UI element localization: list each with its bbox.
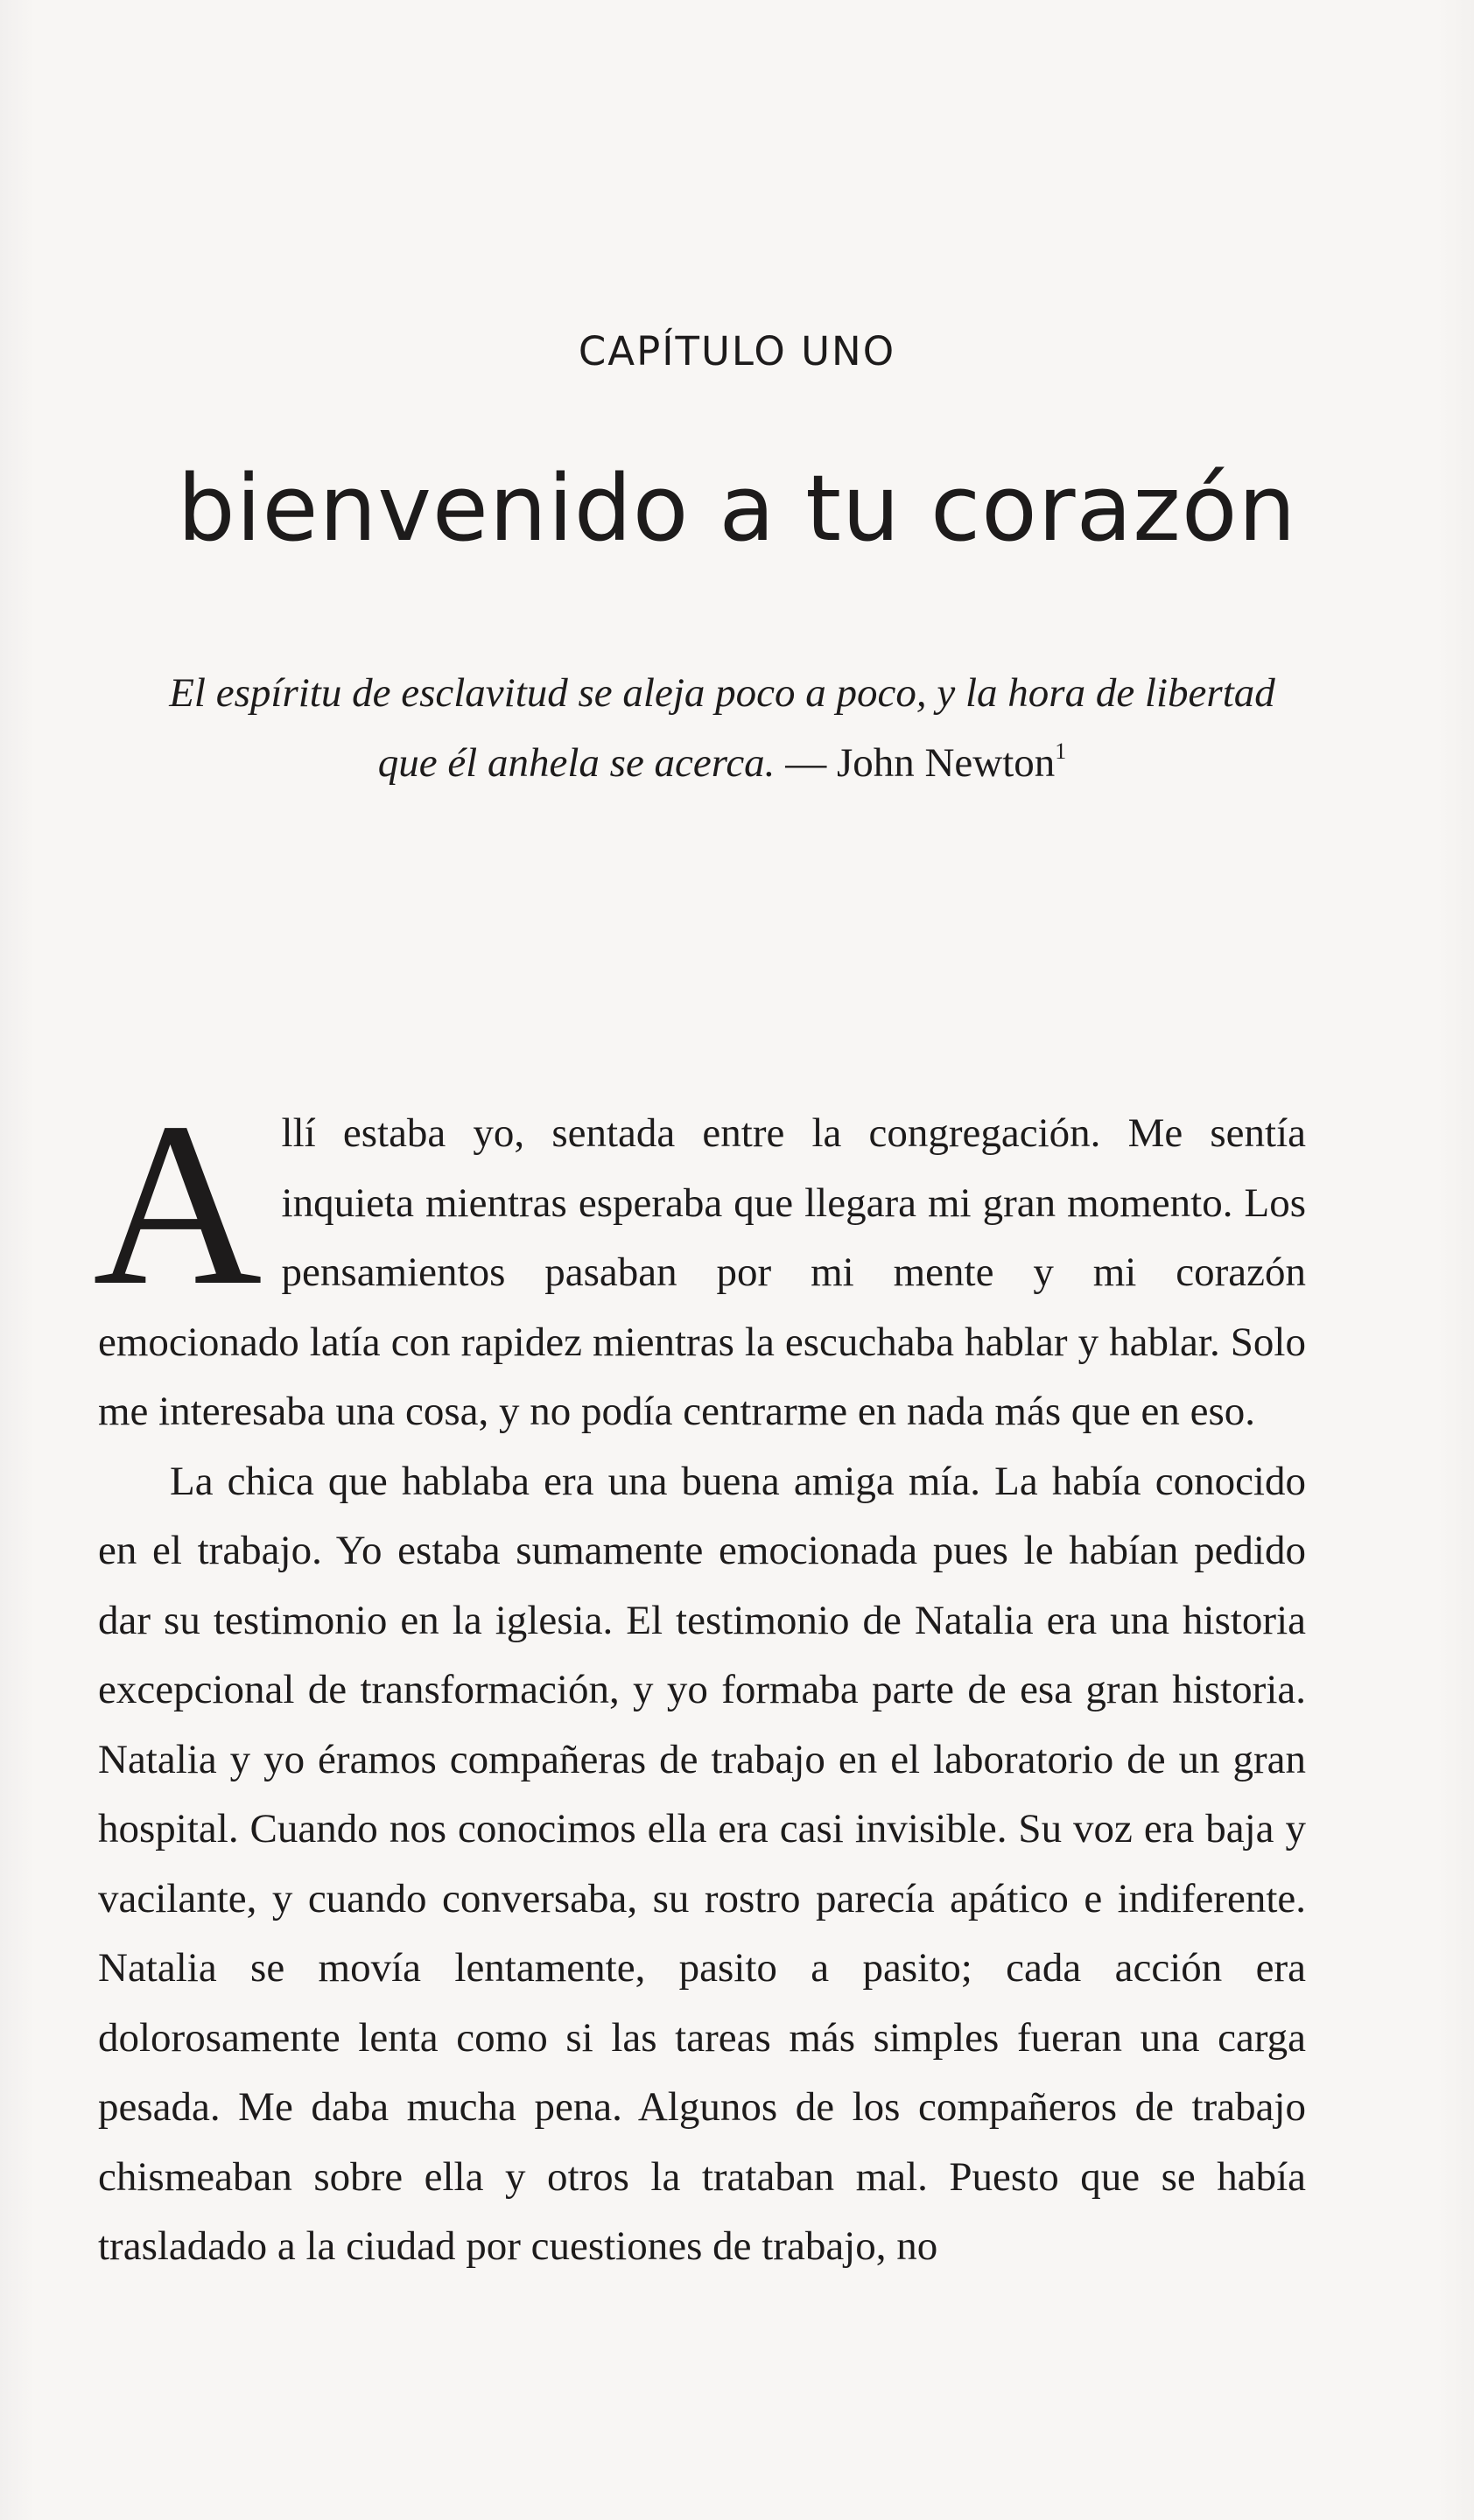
paragraph-1 (93, 1074, 1306, 1447)
drop-cap: A (93, 1074, 263, 1334)
paragraph-1-text: llí estaba yo, sentada entre la congregación. Me sentía inquieta mientras esperaba que llegara mi gran momento. Los pensamientos pasaban por mi mente y mi corazón emocionado latía con rapidez mientras la escuchaba hablar y hablar. Solo me interesaba una cosa, y no podía centrarme en nada más que en eso. (98, 1110, 1306, 1434)
chapter-title: bienvenido a tu corazón (177, 455, 1297, 562)
footnote-marker: 1 (1055, 738, 1067, 764)
paragraph-2: La chica que hablaba era una buena amiga mía. La había conocido en el trabajo. Yo estaba sumamente emocionada pues le habían pedido dar su testimonio en la iglesia. El testimonio de Natalia era una historia excepcional de transformación, y yo formaba parte de esa gran historia. Natalia y yo éramos compañeras de trabajo en el laboratorio de un gran hospital. Cuando nos conocimos ella era casi invisible. Su voz era baja y vacilante, y cuando conversaba, su rostro parecía apático e indiferente. Natalia se movía lentamente, pasito a pasito; cada acción era dolorosamente lenta como si las tareas más simples fueran una carga pesada. Me daba mucha pena. Algunos de los compañeros de trabajo chismeaban sobre ella y otros la trataban mal. Puesto que se había trasladado a la ciudad por cuestiones de trabajo, no (98, 1458, 1306, 2269)
body-text (93, 1074, 1306, 2282)
chapter-label: CAPÍTULO UNO (578, 328, 896, 374)
epigraph-attribution: — John Newton (775, 740, 1056, 786)
epigraph (144, 658, 1300, 798)
epigraph-quote: El espíritu de esclavitud se aleja poco a poco, y la hora de libertad que él anhela se acerca. (169, 670, 1275, 786)
